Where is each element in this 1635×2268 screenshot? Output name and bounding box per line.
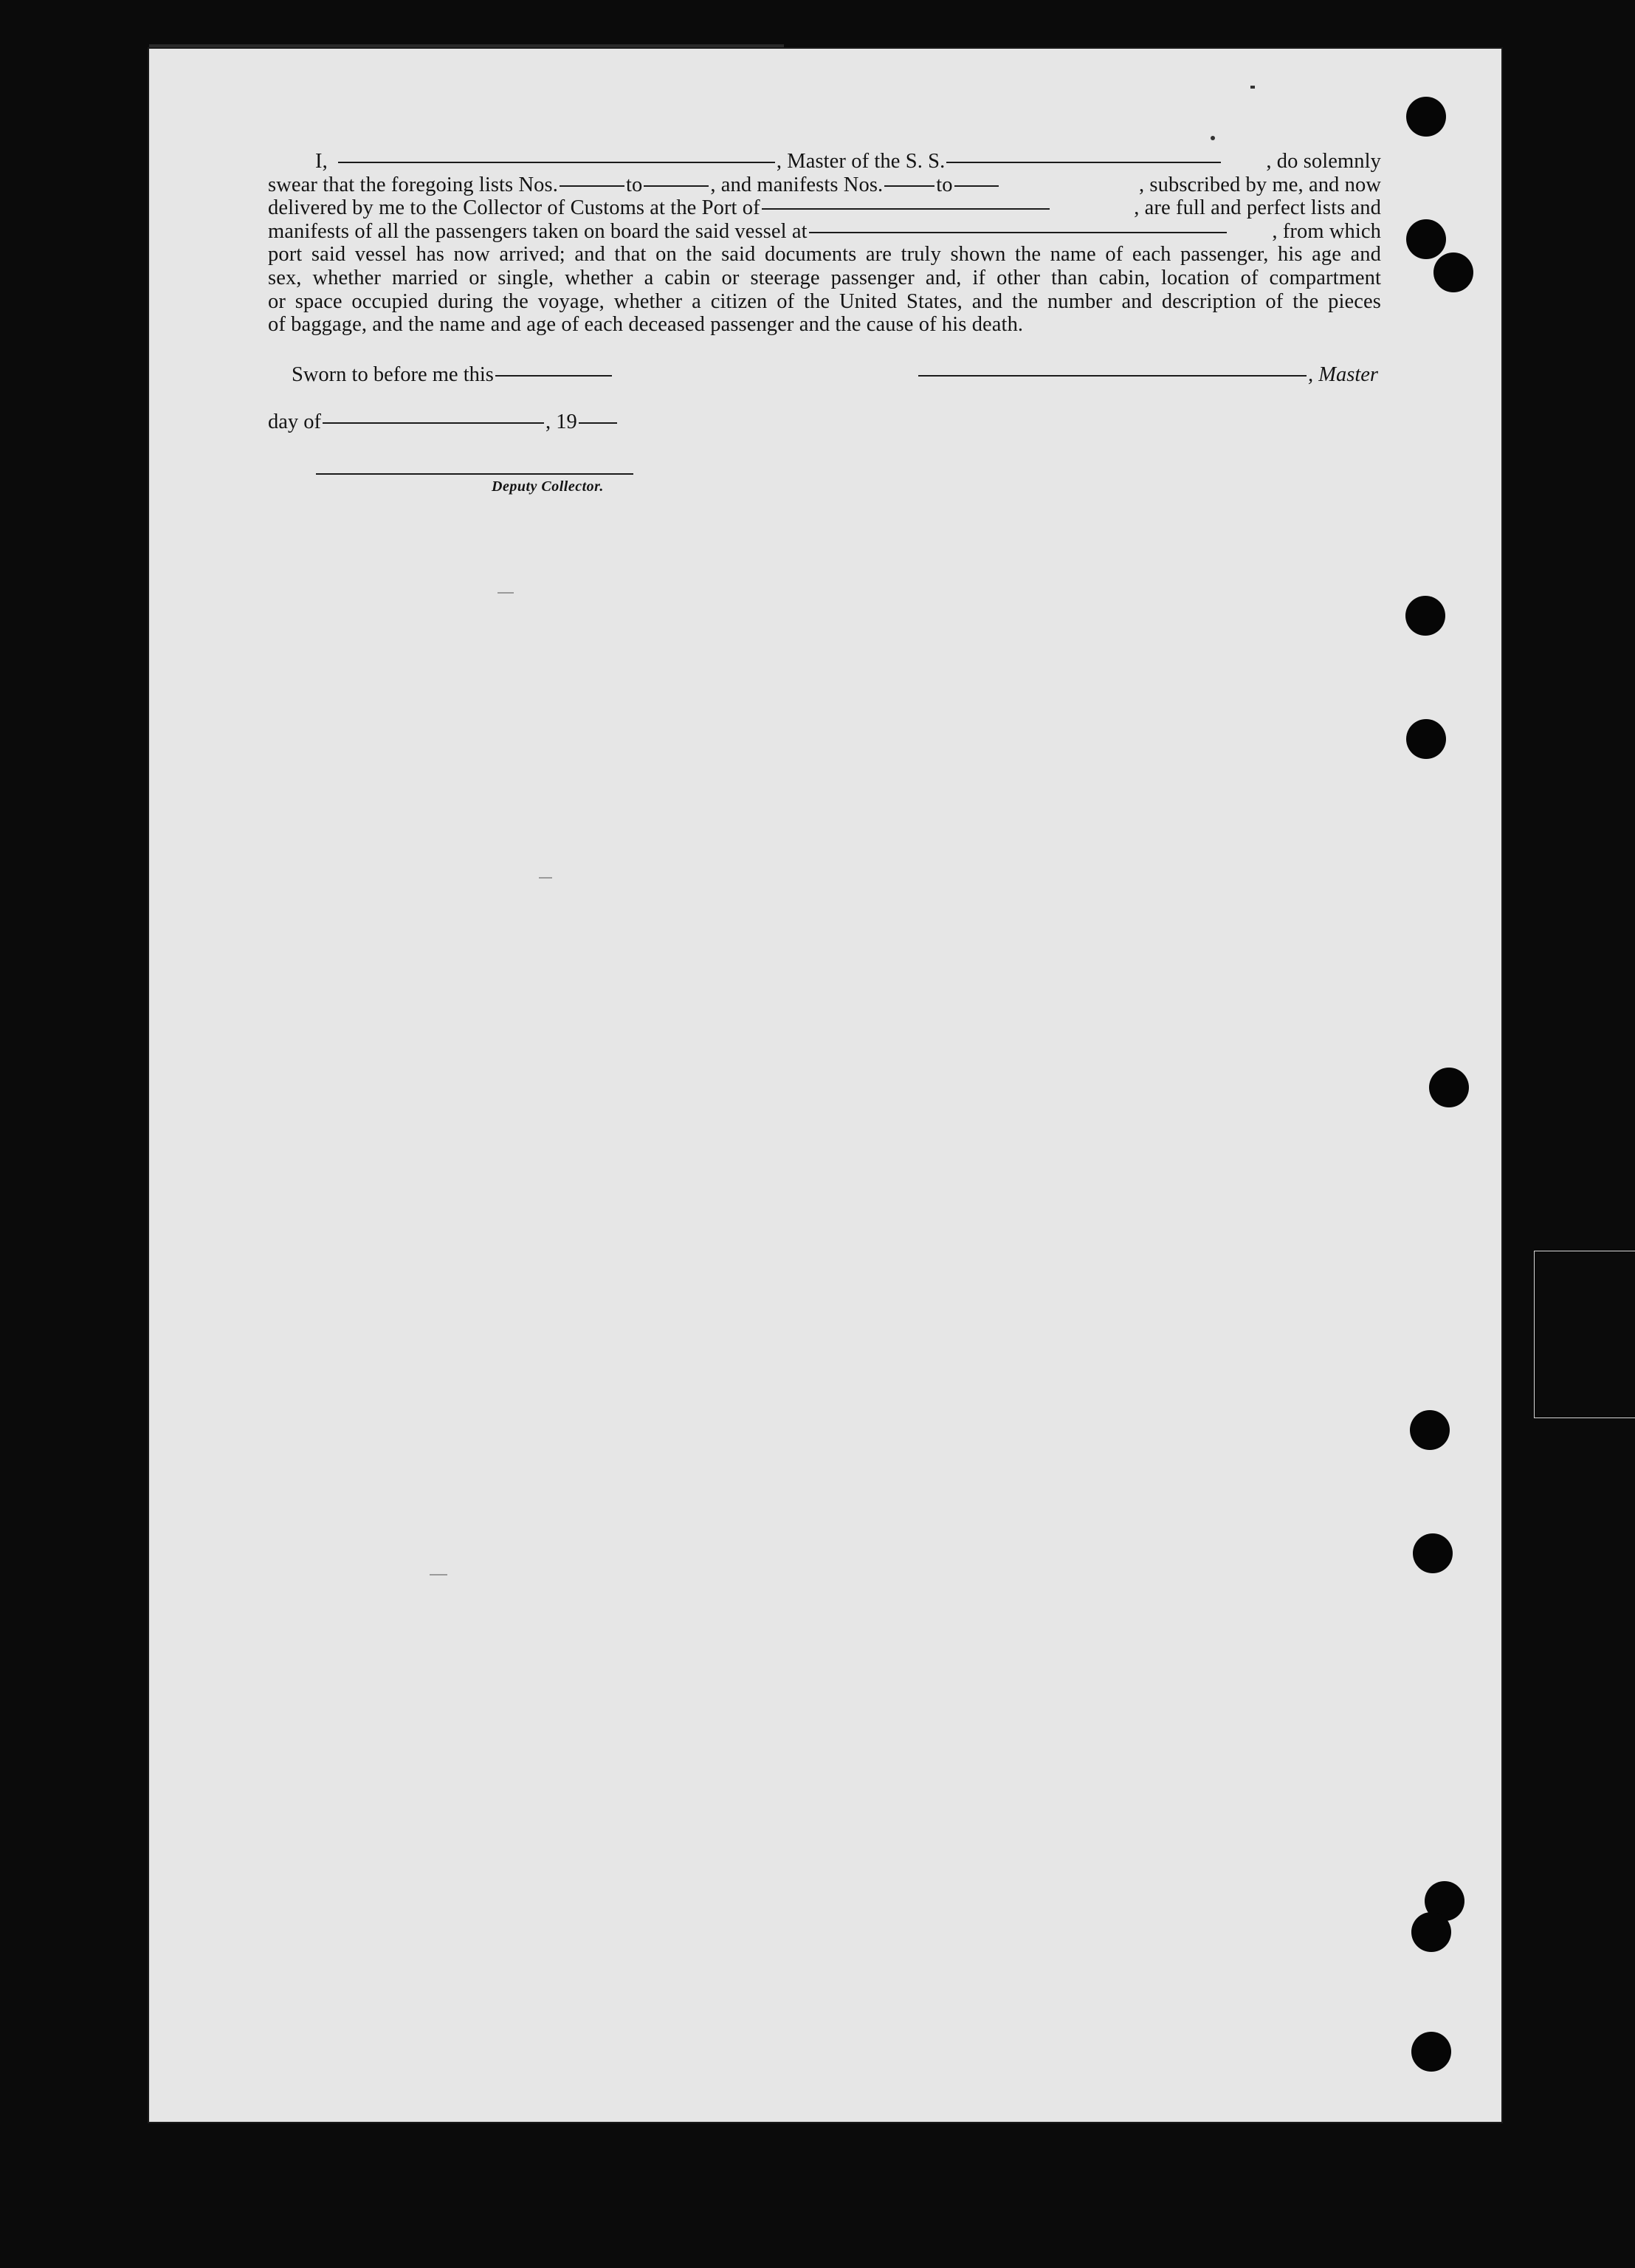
sworn-label: Sworn to before me this — [292, 363, 494, 386]
oath-line-8: of baggage, and the name and age of each deceased passenger and the cause of his death. — [268, 313, 1024, 337]
lists-nos-label: swear that the foregoing lists Nos. — [268, 173, 558, 196]
punch-hole — [1406, 719, 1446, 759]
deputy-collector-label: Deputy Collector. — [492, 478, 604, 495]
oath-line-7: or space occupied during the voyage, whether a citizen of the United States, and the number and description of the pieces — [268, 289, 1381, 313]
punch-hole — [1410, 1410, 1450, 1450]
master-signature-line — [917, 363, 1378, 387]
subscribed-label: , subscribed by me, and now — [1138, 173, 1381, 196]
from-which-label: , from which — [1272, 219, 1381, 243]
scan-mark — [539, 877, 552, 879]
manifests-nos-label: , and manifests Nos. — [710, 173, 884, 196]
scan-mark — [498, 592, 514, 594]
day-of-label: day of — [268, 410, 322, 433]
punch-hole — [1411, 1912, 1451, 1952]
scan-mark — [430, 1574, 447, 1575]
sworn-line — [292, 363, 613, 387]
manifests-to-label: to — [936, 173, 953, 196]
port-of-label: delivered by me to the Collector of Customs at the Port of — [268, 196, 760, 220]
master-name-blank — [338, 162, 775, 163]
oath-line-2 — [268, 173, 1381, 197]
year-blank — [579, 422, 617, 424]
lists-to-label: to — [625, 173, 643, 196]
lists-to-blank — [644, 185, 709, 187]
scan-mark — [1211, 136, 1215, 140]
deputy-signature-line — [316, 473, 633, 475]
oath-paragraph — [268, 150, 1381, 337]
punch-hole — [1433, 252, 1473, 292]
oath-line-6: sex, whether married or single, whether a cabin or steerage passenger and, if other than cabin, location of compartment — [268, 266, 1381, 289]
port-blank — [762, 208, 1050, 210]
vessel-name-blank — [946, 162, 1221, 163]
punch-hole — [1411, 2032, 1451, 2072]
oath-pronoun: I, — [315, 150, 328, 173]
punch-hole — [1406, 97, 1446, 137]
scan-mark — [1250, 86, 1255, 89]
master-title-label: , Master — [1308, 363, 1378, 386]
punch-hole — [1406, 219, 1446, 259]
year-prefix-label: , 19 — [545, 410, 577, 433]
oath-line-3 — [268, 196, 1381, 220]
punch-hole — [1413, 1533, 1453, 1573]
lists-from-blank — [560, 185, 624, 187]
sworn-day-blank — [495, 375, 612, 377]
manifest-sheet — [149, 49, 1501, 2122]
faint-stamp-outline — [1534, 1251, 1635, 1418]
oath-line-4 — [268, 220, 1381, 244]
master-signature-blank — [918, 375, 1307, 377]
full-perfect-label: , are full and perfect lists and — [1134, 196, 1381, 220]
do-solemnly-label: , do solemnly — [1266, 150, 1381, 173]
month-blank — [323, 422, 544, 424]
oath-line-5: port said vessel has now arrived; and that on the said documents are truly shown the name of each passenger, his age and — [268, 243, 1381, 267]
embarkation-port-blank — [809, 232, 1227, 233]
oath-line-1 — [268, 150, 1381, 173]
day-of-line — [268, 410, 619, 434]
manifests-from-blank — [884, 185, 934, 187]
vessel-at-label: manifests of all the passengers taken on board the said vessel at — [268, 219, 808, 243]
manifests-to-blank — [954, 185, 999, 187]
punch-hole — [1405, 596, 1445, 636]
punch-hole — [1429, 1068, 1469, 1107]
master-of-label: , Master of the S. S. — [776, 150, 946, 173]
